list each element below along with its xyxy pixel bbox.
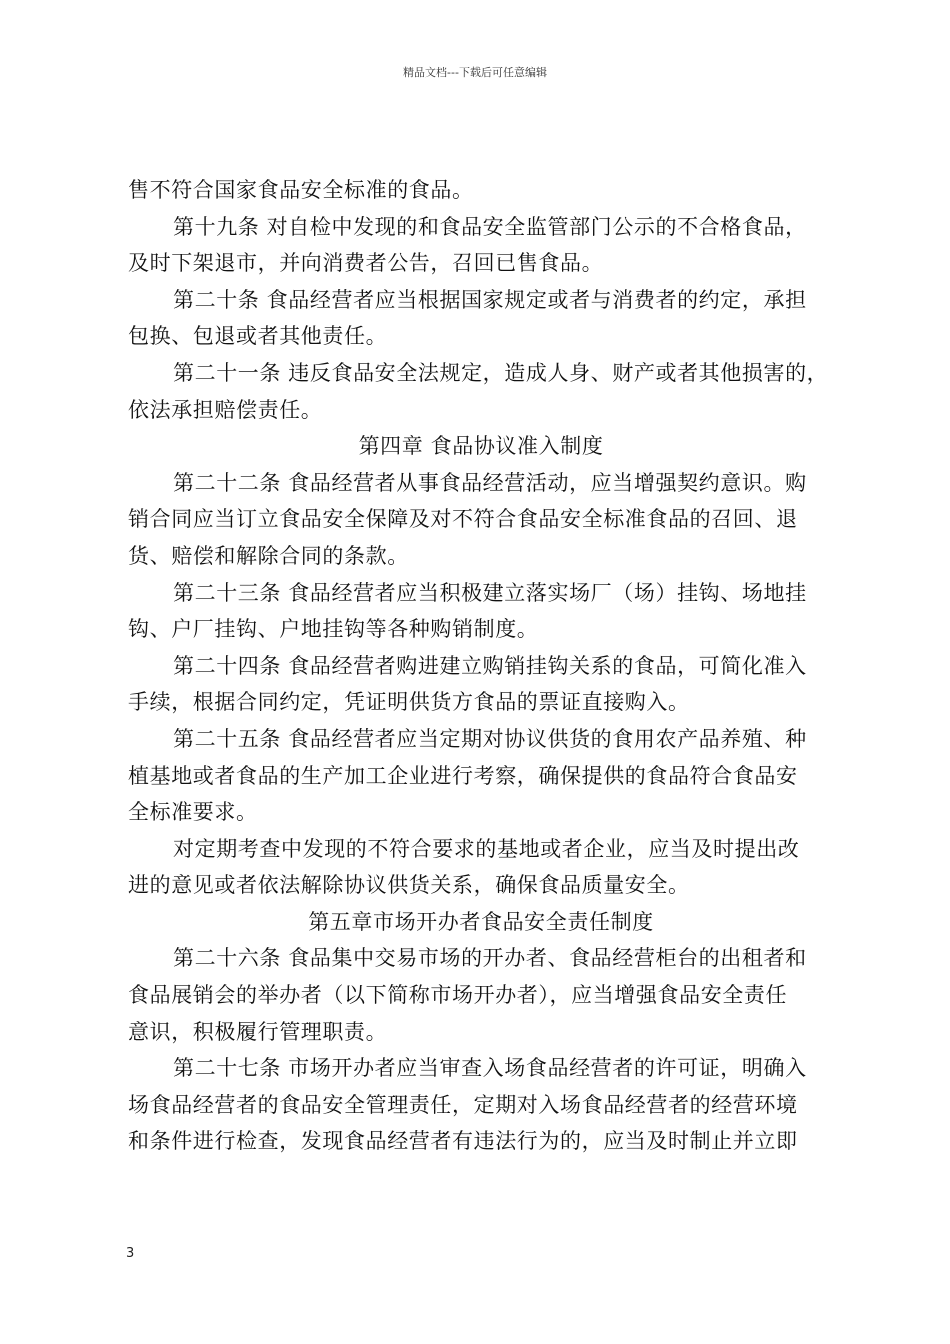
article-21-line: 第二十一条 违反食品安全法规定，造成人身、财产或者其他损害的， — [173, 360, 829, 385]
body-line: 销合同应当订立食品安全保障及对不符合食品安全标准食品的召回、退 — [128, 507, 798, 532]
article-19-line: 第十九条 对自检中发现的和食品安全监管部门公示的不合格食品， — [173, 214, 807, 239]
article-22-line: 第二十二条 食品经营者从事食品经营活动，应当增强契约意识。购 — [173, 470, 807, 495]
body-line: 依法承担赔偿责任。 — [128, 397, 323, 422]
article-26-line: 第二十六条 食品集中交易市场的开办者、食品经营柜台的出租者和 — [173, 946, 807, 971]
article-27-line: 第二十七条 市场开办者应当审查入场食品经营者的许可证，明确入 — [173, 1056, 807, 1081]
body-line: 进的意见或者依法解除协议供货关系，确保食品质量安全。 — [128, 873, 690, 898]
document-body — [128, 172, 834, 1160]
body-line: 和条件进行检查，发现食品经营者有违法行为的，应当及时制止并立即 — [128, 1129, 798, 1154]
body-line: 售不符合国家食品安全标准的食品。 — [128, 178, 474, 202]
body-line: 及时下架退市，并向消费者公告，召回已售食品。 — [128, 251, 604, 276]
body-line: 意识，积极履行管理职责。 — [128, 1019, 388, 1044]
chapter-5-heading: 第五章市场开办者食品安全责任制度 — [308, 909, 654, 934]
article-25-line: 第二十五条 食品经营者应当定期对协议供货的食用农产品养殖、种 — [173, 726, 807, 751]
body-line: 货、赔偿和解除合同的条款。 — [128, 543, 409, 568]
body-line: 手续，根据合同约定，凭证明供货方食品的票证直接购入。 — [128, 690, 690, 715]
body-line: 食品展销会的举办者（以下简称市场开办者），应当增强食品安全责任 — [128, 983, 788, 1008]
body-line: 植基地或者食品的生产加工企业进行考察，确保提供的食品符合食品安 — [128, 763, 798, 788]
body-line: 全标准要求。 — [128, 800, 258, 825]
body-line: 包换、包退或者其他责任。 — [128, 324, 388, 349]
chapter-4-heading: 第四章 食品协议准入制度 — [358, 434, 604, 459]
body-line: 场食品经营者的食品安全管理责任，定期对入场食品经营者的经营环境 — [128, 1092, 798, 1117]
page-number: 3 — [126, 1246, 135, 1261]
paragraph-line: 对定期考查中发现的不符合要求的基地或者企业，应当及时提出改 — [173, 836, 800, 861]
article-23-line: 第二十三条 食品经营者应当积极建立落实场厂（场）挂钩、场地挂 — [173, 580, 807, 605]
page-header: 精品文档---下载后可任意编辑 — [403, 66, 547, 79]
article-24-line: 第二十四条 食品经营者购进建立购销挂钩关系的食品，可简化准入 — [173, 653, 807, 678]
article-20-line: 第二十条 食品经营者应当根据国家规定或者与消费者的约定，承担 — [173, 287, 807, 312]
body-line: 钩、户厂挂钩、户地挂钩等各种购销制度。 — [128, 617, 539, 642]
